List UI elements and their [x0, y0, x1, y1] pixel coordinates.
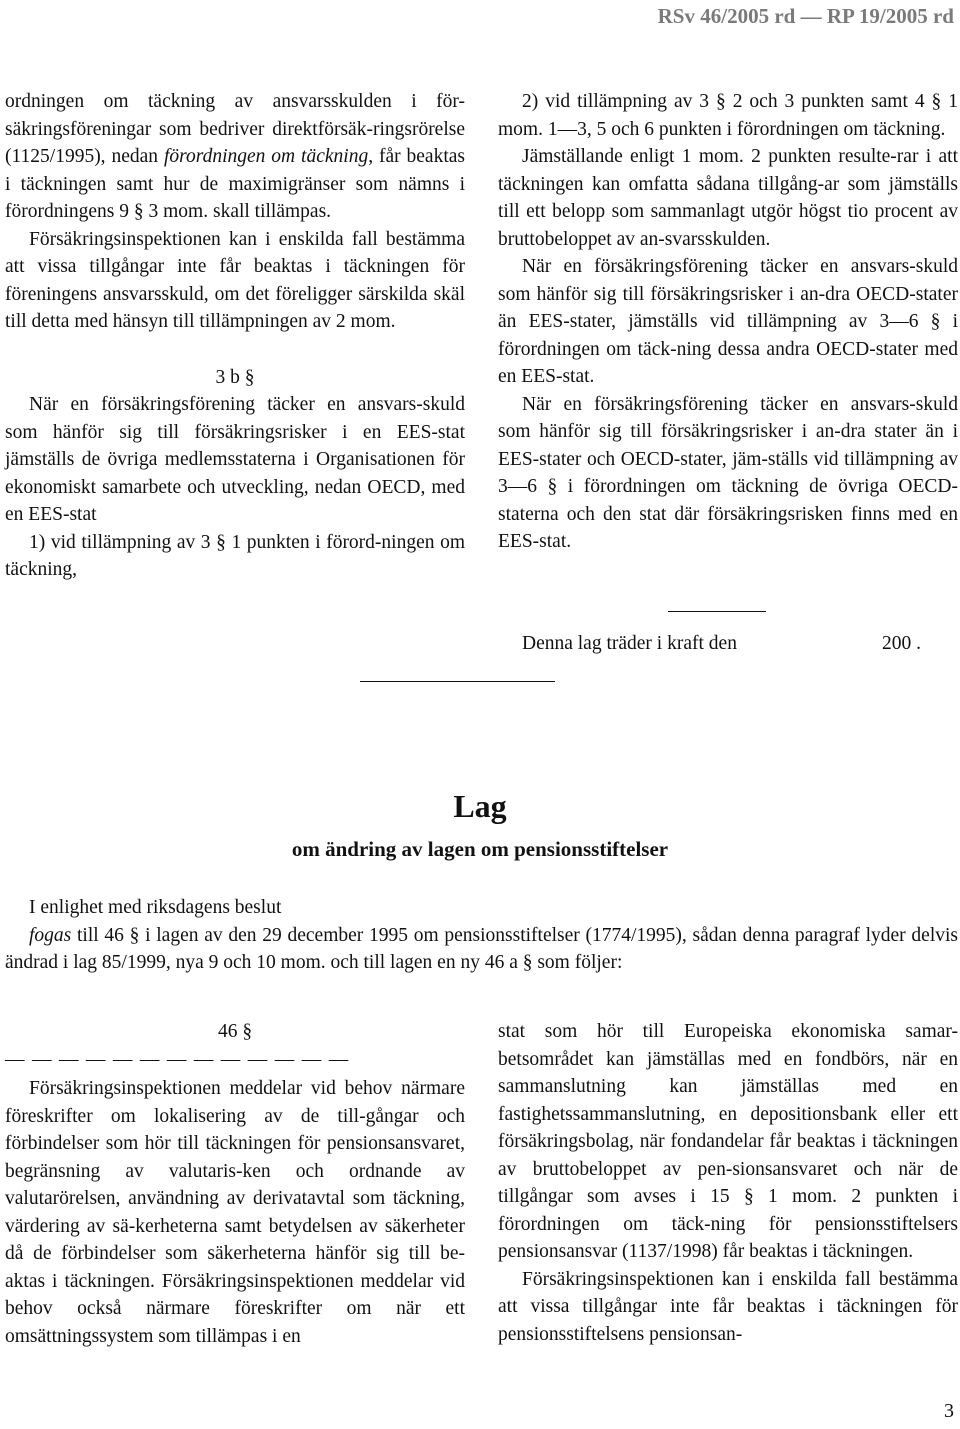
paragraph: När en försäkringsförening täcker en ansvars-skuld som hänför sig till försäkringsrisker i an-dra OECD-stater än EES-stater, jämställs vid tillämpning av 3—6 § i förordningen om täck-ning dessa andra OECD-stater med en EES-stat.	[498, 256, 958, 387]
paragraph-continuation: stat som hör till Europeiska ekonomiska samar-betsområdet kan jämställas med en fondbörs, när en sammanslutning kan jämställas med en fastighetssammanslutning, en depositionsbank eller ett försäkringsbolag, när fondandelar får beaktas i täckningen av bruttobeloppet av pen-sionsansvaret och när de tillgångar som avses i 15 § 1 mom. 2 punkten i förordningen om täck-ning för pensionsstiftelsers pensionsansvar (1137/1998) får beaktas i täckningen.	[498, 1021, 958, 1262]
section-heading: 3 b §	[215, 366, 255, 388]
top-right-column	[498, 88, 958, 556]
bottom-left-column	[5, 1018, 465, 1350]
enactment-text: Denna lag träder i kraft den	[522, 633, 737, 654]
law-title: Lag	[453, 788, 507, 824]
paragraph: Jämställande enligt 1 mom. 2 punkten resulte-rar i att täckningen kan omfatta sådana tillgång-ar som jämställs till ett belopp som sammanlagt utgör högst tio procent av bruttobeloppet av an-svarsskulden.	[498, 146, 958, 250]
page-number: 3	[944, 1400, 954, 1422]
omission-dashes: — — — — — — — — — — — — —	[5, 1048, 350, 1070]
preamble-text: till 46 § i lagen av den 29 december 1995 om pensionsstiftelser (1774/1995), sådan denna paragraf lyder delvis ändrad i lag 85/1999, nya 9 och 10 mom. och till lagen en ny 46 a § som följer:	[5, 924, 958, 973]
separator-rule	[668, 611, 766, 612]
preamble-line: I enlighet med riksdagens beslut	[29, 897, 282, 918]
enactment-clause	[522, 630, 958, 658]
paragraph: Försäkringsinspektionen kan i enskilda fall bestämma att vissa tillgångar inte får beaktas i täckningen för föreningens ansvarsskuld, om det föreligger särskilda skäl till detta med hänsyn till tillämpningen av 2 mom.	[5, 228, 465, 332]
enactment-year: 200 .	[882, 633, 921, 654]
preamble-paragraph	[5, 922, 958, 977]
paragraph-text: , får beaktas i täckningen samt hur de maximigränser som nämns i förordningens 9 § 3 mom. skall tillämpas.	[5, 146, 465, 222]
section-heading: 46 §	[217, 1021, 253, 1042]
paragraph: Försäkringsinspektionen meddelar vid behov närmare föreskrifter om lokalisering av de till-gångar och förbindelser som hör till täckningen för pensionsansvaret, begränsning av valutaris-ken och ordnande av valutarörelsen, användning av derivatavtal som täckning, värdering av sä-kerheterna samt betydelsen av säkerheter då de förbindelser som säkerheterna hänför sig till be-aktas i täckningen. Försäkringsinspektionen meddelar vid behov också närmare föreskrifter om när ett omsättningssystem som tillämpas i en	[5, 1078, 465, 1347]
top-left-column	[5, 88, 465, 584]
running-header: RSv 46/2005 rd — RP 19/2005 rd	[657, 4, 954, 28]
paragraph: 1) vid tillämpning av 3 § 1 punkten i förord-ningen om täckning,	[5, 531, 465, 580]
paragraph: När en försäkringsförening täcker en ansvars-skuld som hänför sig till försäkringsrisker i en EES-stat jämställs de övriga medlemsstaterna i Organisationen för ekonomiskt samarbete och utveckling, nedan OECD, med en EES-stat	[5, 394, 465, 525]
preamble	[5, 894, 958, 977]
bottom-right-column	[498, 1018, 958, 1348]
paragraph: 2) vid tillämpning av 3 § 2 och 3 punkten samt 4 § 1 mom. 1—3, 5 och 6 punkten i förordningen om täckning.	[498, 91, 958, 140]
document-separator-rule	[360, 681, 555, 682]
enacting-verb: fogas	[29, 924, 72, 946]
paragraph: När en försäkringsförening täcker en ansvars-skuld som hänför sig till försäkringsrisker i an-dra stater än i EES-stater och OECD-stater, jäm-ställs vid tillämpning av 3—6 § i förordningen om täckning de övriga OECD-staterna och den stat där försäkringsrisken finns med en EES-stat.	[498, 393, 958, 552]
paragraph: Försäkringsinspektionen kan i enskilda fall bestämma att vissa tillgångar inte får beaktas i täckningen för pensionsstiftelsens pensionsan-	[498, 1268, 958, 1345]
paragraph-continuation	[5, 88, 465, 226]
law-subtitle: om ändring av lagen om pensionsstiftelser	[291, 837, 669, 861]
paragraph-text: ordningen om täckning av ansvarsskulden i för-säkringsföreningar som bedriver direktförsäk-ringsrörelse (1125/1995), nedan	[5, 91, 465, 167]
defined-term: förordningen om täckning	[163, 146, 369, 167]
